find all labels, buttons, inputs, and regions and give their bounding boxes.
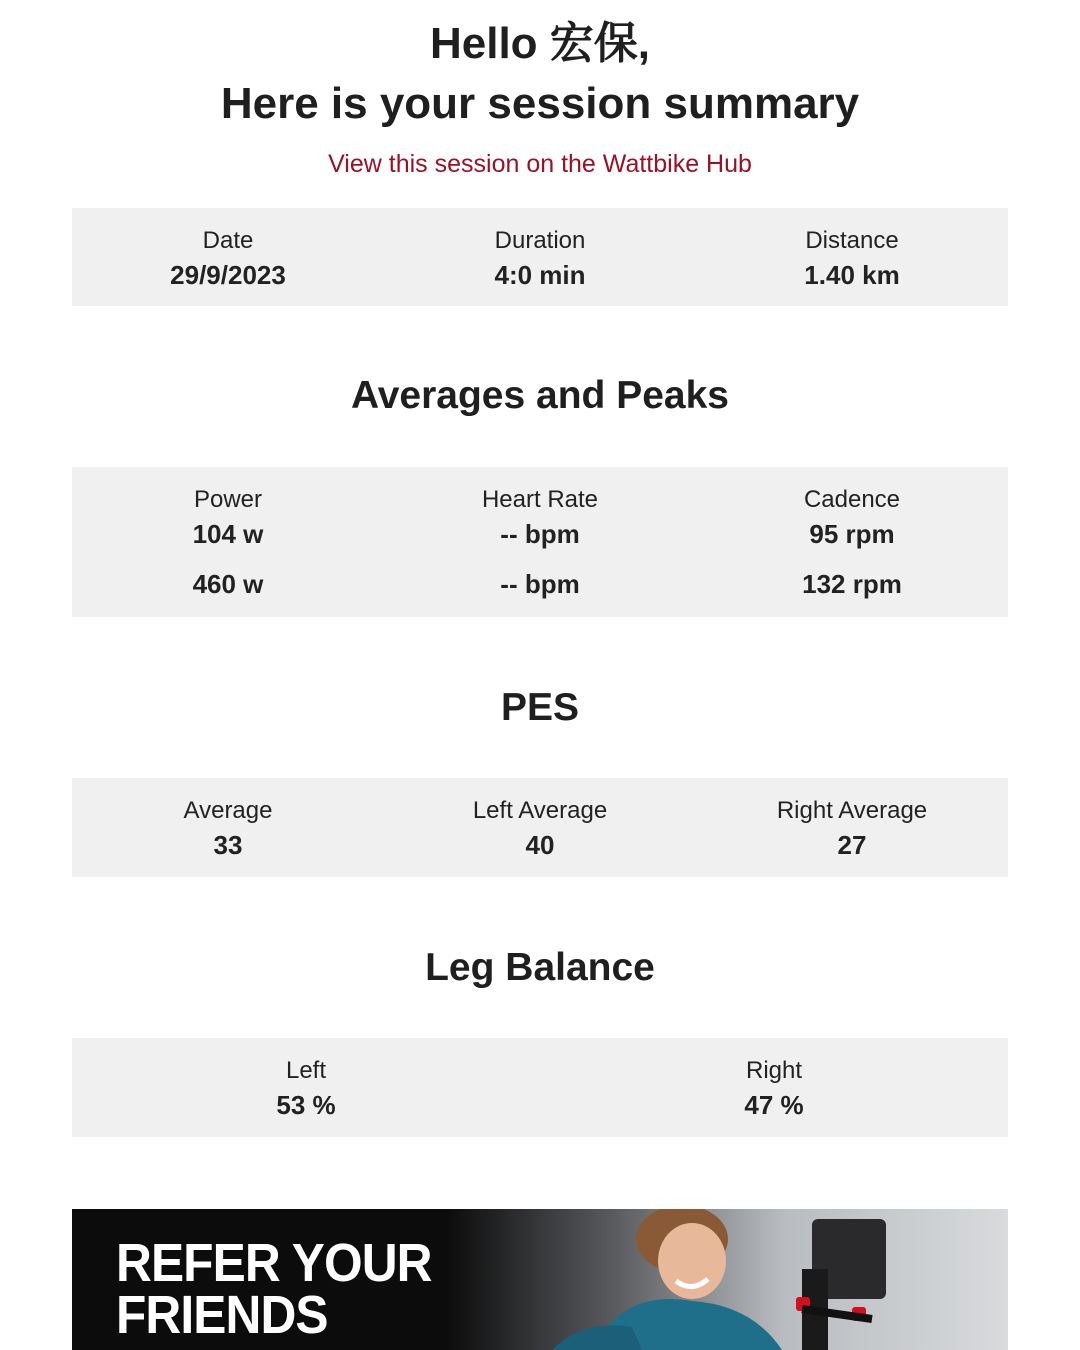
session-date-value: 29/9/2023: [170, 260, 286, 290]
leg-balance-right-value: 47 %: [744, 1090, 804, 1120]
averages-peaks-title: Averages and Peaks: [351, 374, 729, 417]
leg-balance-right-label: Right: [745, 1057, 803, 1084]
session-duration-label: Duration: [494, 227, 586, 254]
refer-friends-banner[interactable]: [72, 1209, 1008, 1350]
cadence-label: Cadence: [803, 486, 901, 513]
session-distance-label: Distance: [805, 227, 899, 254]
cyclist-illustration: [552, 1209, 892, 1350]
greeting-line-1: Hello 宏保,: [429, 19, 651, 68]
power-peak: 460 w: [192, 569, 264, 599]
averages-peaks-panel: [72, 467, 1008, 617]
heart-rate-peak: -- bpm: [500, 569, 580, 599]
session-duration-value: 4:0 min: [494, 260, 586, 290]
session-distance-value: 1.40 km: [804, 260, 900, 290]
wattbike-hub-link[interactable]: View this session on the Wattbike Hub: [328, 150, 752, 178]
leg-balance-title: Leg Balance: [425, 946, 655, 989]
greeting-line-2: Here is your session summary: [220, 79, 860, 128]
session-date-label: Date: [202, 227, 254, 254]
greeting-heading: [0, 14, 1080, 134]
refer-line-2: FRIENDS: [116, 1285, 328, 1345]
session-duration: [384, 208, 696, 306]
heart-rate-label: Heart Rate: [481, 486, 599, 513]
heart-rate-column: [384, 467, 696, 617]
session-date: [72, 208, 384, 306]
leg-balance-left: [72, 1038, 540, 1137]
pes-right-average-value: 27: [837, 830, 867, 860]
power-label: Power: [193, 486, 263, 513]
pes-right-average: [696, 778, 1008, 877]
leg-balance-panel: [72, 1038, 1008, 1137]
heart-rate-average: -- bpm: [500, 519, 580, 549]
pes-average-value: 33: [213, 830, 243, 860]
session-info-panel: [72, 208, 1008, 306]
pes-average-label: Average: [183, 797, 273, 824]
session-distance: [696, 208, 1008, 306]
pes-left-average-value: 40: [525, 830, 555, 860]
refer-friends-text: [116, 1233, 466, 1345]
leg-balance-right: [540, 1038, 1008, 1137]
power-average: 104 w: [192, 519, 264, 549]
pes-right-average-label: Right Average: [776, 797, 928, 824]
cadence-average: 95 rpm: [809, 519, 895, 549]
cadence-column: [696, 467, 1008, 617]
pes-title: PES: [500, 686, 580, 729]
refer-line-1: REFER YOUR: [116, 1233, 432, 1293]
power-column: [72, 467, 384, 617]
leg-balance-left-value: 53 %: [276, 1090, 336, 1120]
pes-left-average: [384, 778, 696, 877]
cadence-peak: 132 rpm: [802, 569, 902, 599]
pes-panel: [72, 778, 1008, 877]
pes-average: [72, 778, 384, 877]
pes-left-average-label: Left Average: [472, 797, 608, 824]
leg-balance-left-label: Left: [285, 1057, 327, 1084]
